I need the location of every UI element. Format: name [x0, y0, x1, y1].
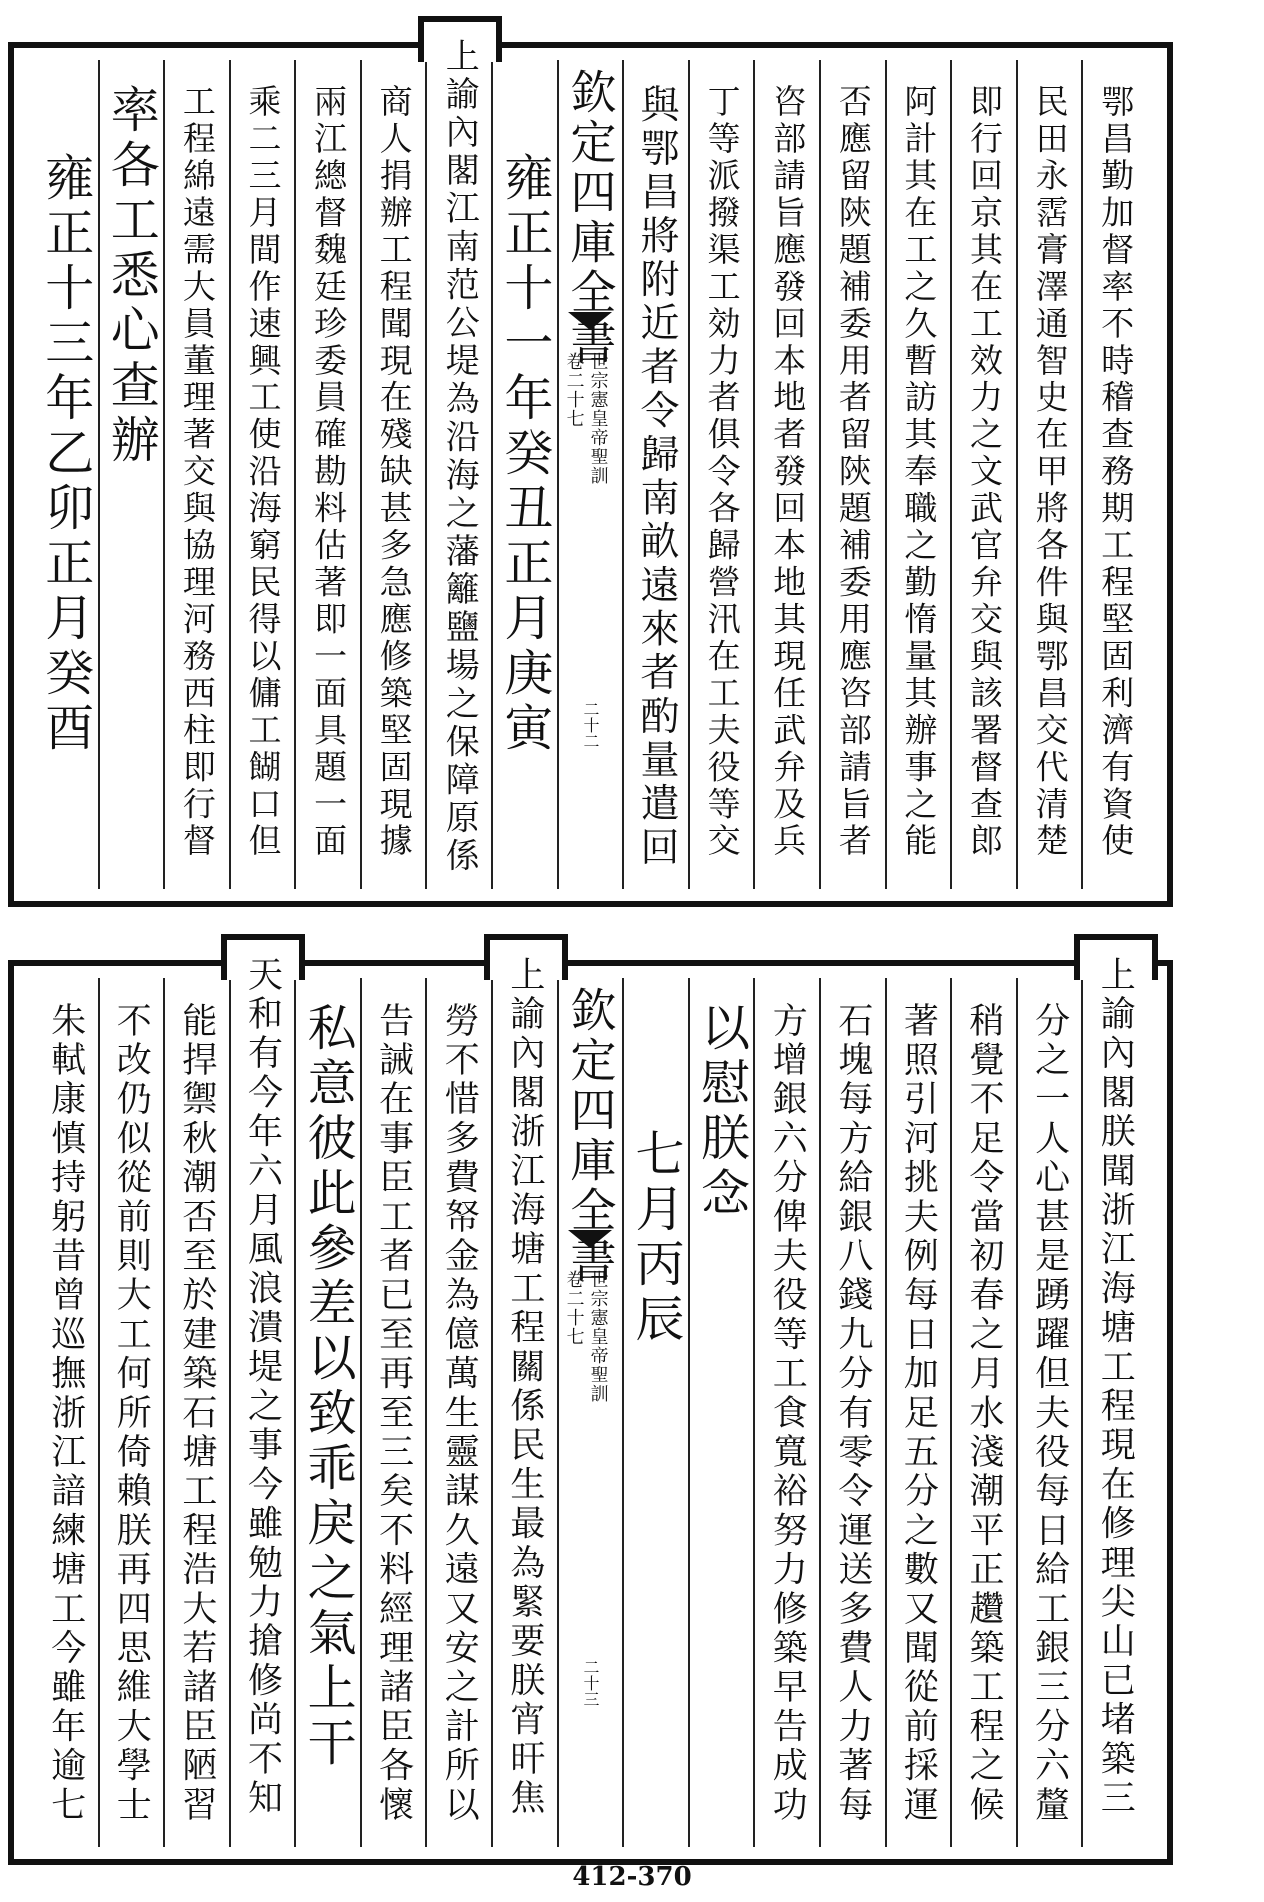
- text-column: [163, 978, 229, 1847]
- text-column: [819, 60, 885, 889]
- text-column: [753, 978, 819, 1847]
- date-line: 七月丙辰: [628, 1128, 686, 1348]
- fishtail-mark-icon: [568, 312, 612, 330]
- text-line: 與鄂昌將附近者令歸南畝遠來者酌量遣回: [634, 84, 680, 871]
- text-column: [294, 978, 360, 1847]
- text-line: 方增銀六分俾夫役等工食寬裕努力修築早告成功: [767, 1002, 808, 1826]
- text-column: [1081, 956, 1147, 1847]
- bottom-page-columns: [34, 956, 1147, 1847]
- edict-heading-line: 上諭內閣朕聞浙江海塘工程現在修理尖山已堵築三: [1095, 956, 1136, 1819]
- text-column: [1081, 60, 1147, 889]
- edict-heading-line: 上諭內閣江南范公堤為沿海之藩籬鹽場之保障原係: [439, 38, 480, 876]
- text-column: [163, 60, 229, 889]
- text-column: [98, 60, 164, 889]
- leaf-number: 二十二: [580, 701, 600, 749]
- text-column: [885, 60, 951, 889]
- text-line: 工程綿遠需大員董理著交與協理河務西柱即行督: [177, 84, 217, 861]
- text-column: [753, 60, 819, 889]
- text-column: [34, 60, 98, 889]
- text-column: [294, 60, 360, 889]
- text-line: 丁等派撥渠工効力者俱令各歸營汛在工夫役等交: [702, 84, 742, 861]
- text-line: 商人捐辦工程聞現在殘缺甚多急應修築堅固現據: [374, 84, 414, 861]
- text-line: 鄂昌勤加督率不時稽查務期工程堅固利濟有資使: [1096, 84, 1136, 861]
- text-line: 石塊每方給銀八錢九分有零令運送多費人力著每: [832, 1002, 873, 1826]
- edict-heading-line: 上諭內閣浙江海塘工程關係民生最為緊要朕宵旰焦: [504, 956, 545, 1819]
- text-column: [688, 978, 754, 1847]
- text-column: [98, 978, 164, 1847]
- text-column: [885, 978, 951, 1847]
- text-line: 率各工悉心查辦: [103, 84, 161, 469]
- text-line: 著照引河挑夫例每日加足五分之數又聞從前採運: [898, 1002, 939, 1826]
- edict-heading-line: 天和有今年六月風浪潰堤之事今雖勉力搶修尚不知: [242, 956, 283, 1819]
- text-column: [1016, 60, 1082, 889]
- top-page-frame: [8, 38, 1173, 907]
- text-line: 咨部請旨應發回本地者發回本地其現任武弁及兵: [768, 84, 808, 861]
- text-column: [950, 60, 1016, 889]
- text-line: 稍覺不足令當初春之月水淺潮平正趲築工程之候: [964, 1002, 1005, 1826]
- text-line: 否應留陝題補委用者留陝題補委用應咨部請旨者: [833, 84, 873, 861]
- text-column: [229, 60, 295, 889]
- text-column: [425, 38, 491, 889]
- volume-label: 卷二十七: [563, 1270, 585, 1346]
- text-column: [491, 956, 557, 1847]
- book-title: 欽定四庫全書: [563, 68, 618, 368]
- text-column: [491, 60, 557, 889]
- text-line: 勞不惜多費帑金為億萬生靈謀久遠又安之計所以: [439, 1002, 480, 1826]
- center-fold-column: [557, 978, 623, 1847]
- leaf-number: 二十三: [580, 1659, 600, 1707]
- text-column: [360, 60, 426, 889]
- text-line: 能捍禦秋潮否至於建築石塘工程浩大若諸臣陋習: [176, 1002, 217, 1826]
- text-column: [622, 978, 688, 1847]
- text-column: [622, 60, 688, 889]
- text-line: 朱軾康慎持躬昔曾巡撫浙江諳練塘工今雖年逾七: [45, 1002, 86, 1826]
- page-footer-number: 412-370: [572, 1862, 692, 1892]
- text-column: [819, 978, 885, 1847]
- text-line: 以慰朕念: [693, 1002, 751, 1222]
- center-fold-column: [557, 60, 623, 889]
- volume-label: 卷二十七: [563, 352, 585, 428]
- text-column: [1016, 978, 1082, 1847]
- text-line: 乘二三月間作速興工使沿海窮民得以傭工餬口但: [243, 84, 283, 861]
- text-column: [950, 978, 1016, 1847]
- text-line: 告誡在事臣工者已至再至三矣不料經理諸臣各懷: [373, 1002, 414, 1826]
- book-subtitle: 世宗憲皇帝聖訓: [587, 352, 609, 485]
- date-line: 雍正十三年乙卯正月癸酉: [37, 152, 95, 757]
- text-column: [688, 60, 754, 889]
- text-line: 兩江總督魏廷珍委員確勘料估著即一面具題一面: [309, 84, 349, 861]
- text-column: [34, 978, 98, 1847]
- text-column: [360, 978, 426, 1847]
- text-line: 不改仍似從前則大工何所倚賴朕再四思維大學士: [111, 1002, 152, 1826]
- text-line: 私意彼此參差以致乖戾之氣上干: [300, 1002, 358, 1772]
- book-title: 欽定四庫全書: [563, 986, 618, 1286]
- text-column: [425, 978, 491, 1847]
- date-line: 雍正十一年癸丑正月庚寅: [496, 152, 554, 757]
- text-line: 民田永霑膏澤通智史在甲將各件與鄂昌交代清楚: [1030, 84, 1070, 861]
- fishtail-mark-icon: [568, 1230, 612, 1248]
- text-column: [229, 956, 295, 1847]
- top-page-columns: [34, 38, 1147, 889]
- book-subtitle: 世宗憲皇帝聖訓: [587, 1270, 609, 1403]
- bottom-page-frame: [8, 956, 1173, 1865]
- text-line: 分之一人心甚是踴躍但夫役每日給工銀三分六釐: [1029, 1002, 1070, 1826]
- text-line: 阿計其在工之久暫訪其奉職之勤惰量其辦事之能: [899, 84, 939, 861]
- text-line: 即行回京其在工效力之文武官弁交與該署督查郎: [965, 84, 1005, 861]
